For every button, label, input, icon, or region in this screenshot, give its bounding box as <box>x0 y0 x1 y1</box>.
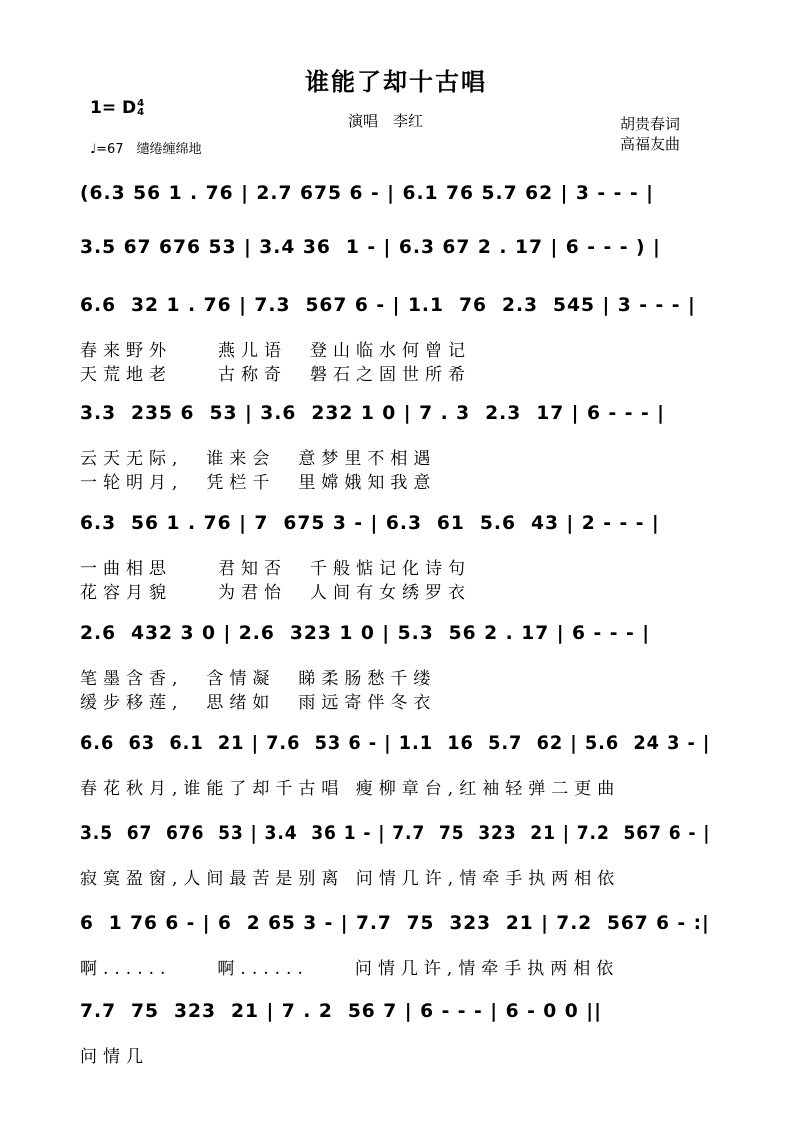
note-line: 6 1 76 6 - | 6 2 65 3 - | 7.7 75 323 21 | 7.2 567 6 - :| <box>80 912 710 934</box>
lyric-line: 寂寞盈窗,人间最苦是别离 问情几许,情牵手执两相依 <box>80 869 621 889</box>
note-line: 6.6 32 1 . 76 | 7.3 567 6 - | 1.1 76 2.3 545 | 3 - - - | <box>80 294 696 316</box>
note-line: 3.5 67 676 53 | 3.4 36 1 - | 6.3 67 2 . 17 | 6 - - - ) | <box>80 236 661 258</box>
lyric-line: 花容月貌 为君怡 人间有女绣罗衣 <box>80 583 471 603</box>
note-line: 3.5 67 676 53 | 3.4 36 1 - | 7.7 75 323 21 | 7.2 567 6 - | <box>80 822 711 844</box>
note-line: 2.6 432 3 0 | 2.6 323 1 0 | 5.3 56 2 . 17 | 6 - - - | <box>80 622 651 644</box>
lyric-line: 啊...... 啊...... 问情几许,情牵手执两相依 <box>80 959 620 979</box>
key-signature <box>90 98 144 118</box>
lyric-line: 一轮明月, 凭栏千 里嫦娥知我意 <box>80 473 437 493</box>
note-line: 3.3 235 6 53 | 3.6 232 1 0 | 7 . 3 2.3 17 | 6 - - - | <box>80 402 665 424</box>
note-line: 6.6 63 6.1 21 | 7.6 53 6 - | 1.1 16 5.7 62 | 5.6 24 3 - | <box>80 732 711 754</box>
lyric-line: 缓步移莲, 思绪如 雨远寄伴冬衣 <box>80 693 437 713</box>
time-signature: 4 4 <box>137 98 145 118</box>
singer-credit: 演唱 李红 <box>348 112 424 130</box>
author-credits <box>620 114 680 154</box>
lyric-line: 春花秋月,谁能了却千古唱 瘦柳章台,红袖轻弹二更曲 <box>80 779 621 799</box>
lyric-line: 天荒地老 古称奇 磐石之固世所希 <box>80 365 471 385</box>
lyric-line: 春来野外 燕儿语 登山临水何曾记 <box>80 341 471 361</box>
lyricist-credit: 胡贵春词 <box>620 115 681 133</box>
composer-credit: 高福友曲 <box>620 135 681 153</box>
lyric-line: 笔墨含香, 含情凝 睇柔肠愁千缕 <box>80 669 437 689</box>
key-label: 1= D <box>90 98 137 118</box>
note-line: 6.3 56 1 . 76 | 7 675 3 - | 6.3 61 5.6 43 | 2 - - - | <box>80 512 660 534</box>
note-line: 7.7 75 323 21 | 7 . 2 56 7 | 6 - - - | 6 - 0 0 || <box>80 1000 602 1022</box>
lyric-line: 一曲相思 君知否 千般惦记化诗句 <box>80 559 471 579</box>
lyric-line: 问情几 <box>80 1047 149 1067</box>
lyric-line: 云天无际, 谁来会 意梦里不相遇 <box>80 449 437 469</box>
page-title: 谁能了却十古唱 <box>305 68 487 96</box>
tempo-marking: ♩=67 缱绻缠绵地 <box>90 142 202 157</box>
note-line: (6.3 56 1 . 76 | 2.7 675 6 - | 6.1 76 5.7 62 | 3 - - - | <box>80 182 654 204</box>
